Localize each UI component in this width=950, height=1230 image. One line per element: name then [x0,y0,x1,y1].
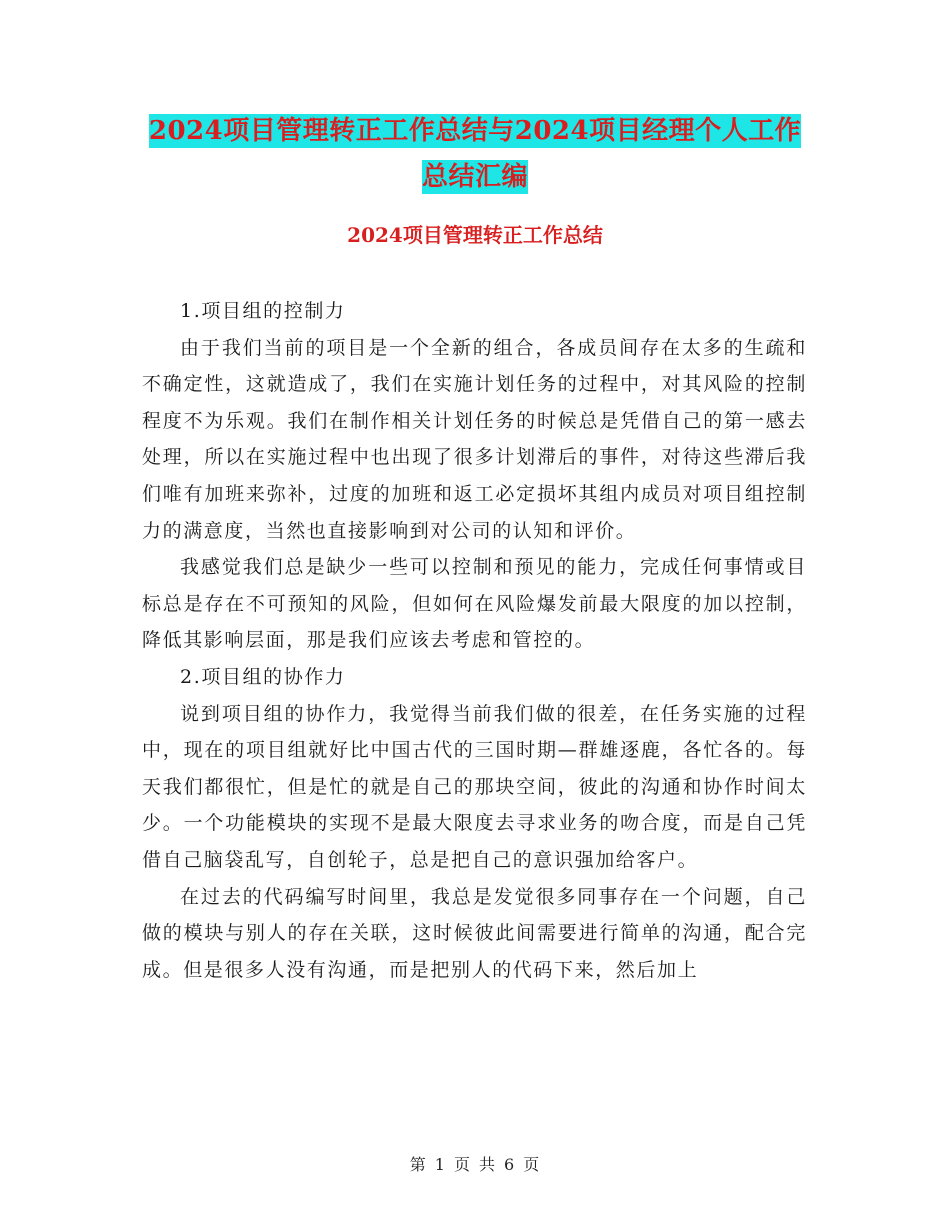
footer-total-unit: 页 [523,1155,541,1174]
section-title: 2024项目管理转正工作总结 [347,223,603,247]
paragraph: 我感觉我们总是缺少一些可以控制和预见的能力，完成任何事情或目标总是存在不可预知的风险，但如何在风险爆发前最大限度的加以控制，降低其影响层面，那是我们应该去考虑和管控的。 [142,556,807,652]
footer-prefix: 第 [409,1155,427,1174]
footer-total-pages: 6 [504,1155,516,1174]
document-title [140,108,810,200]
paragraph: 由于我们当前的项目是一个全新的组合，各成员间存在太多的生疏和不确定性，这就造成了，我们在实施计划任务的过程中，对其风险的控制程度不为乐观。我们在制作相关计划任务的时候总是凭借自己的第一感去处理，所以在实施过程中也出现了很多计划滞后的事件，对待这些滞后我们唯有加班来弥补，过度的加班和返工必定损坏其组内成员对项目组控制力的满意度，当然也直接影响到对公司的认知和评价。 [142,336,807,542]
paragraph-heading-2: 2.项目组的协作力 [180,665,346,688]
document-title-line-1: 2024项目管理转正工作总结与2024项目经理个人工作 [148,116,802,146]
document-title-line-2: 总结汇编 [421,162,528,192]
paragraph-heading-1: 1.项目组的控制力 [180,300,346,322]
paragraph: 在过去的代码编写时间里，我总是发觉很多同事存在一个问题，自己做的模块与别人的存在关联，这时候彼此间需要进行简单的沟通，配合完成。但是很多人没有沟通，而是把别人的代码下来，然后加上 [142,885,807,981]
paragraph: 说到项目组的协作力，我觉得当前我们做的很差，在任务实施的过程中，现在的项目组就好比中国古代的三国时期—群雄逐鹿，各忙各的。每天我们都很忙，但是忙的就是自己的那块空间，彼此的沟通和协作时间太少。一个功能模块的实现不是最大限度去寻求业务的吻合度，而是自己凭借自己脑袋乱写，自创轮子，总是把自己的意识强加给客户。 [142,702,807,871]
page-footer [0,1154,950,1176]
document-body [142,293,807,988]
footer-page-unit: 页 [453,1155,471,1174]
footer-total-prefix: 共 [479,1155,497,1174]
footer-current-page: 1 [434,1155,446,1174]
